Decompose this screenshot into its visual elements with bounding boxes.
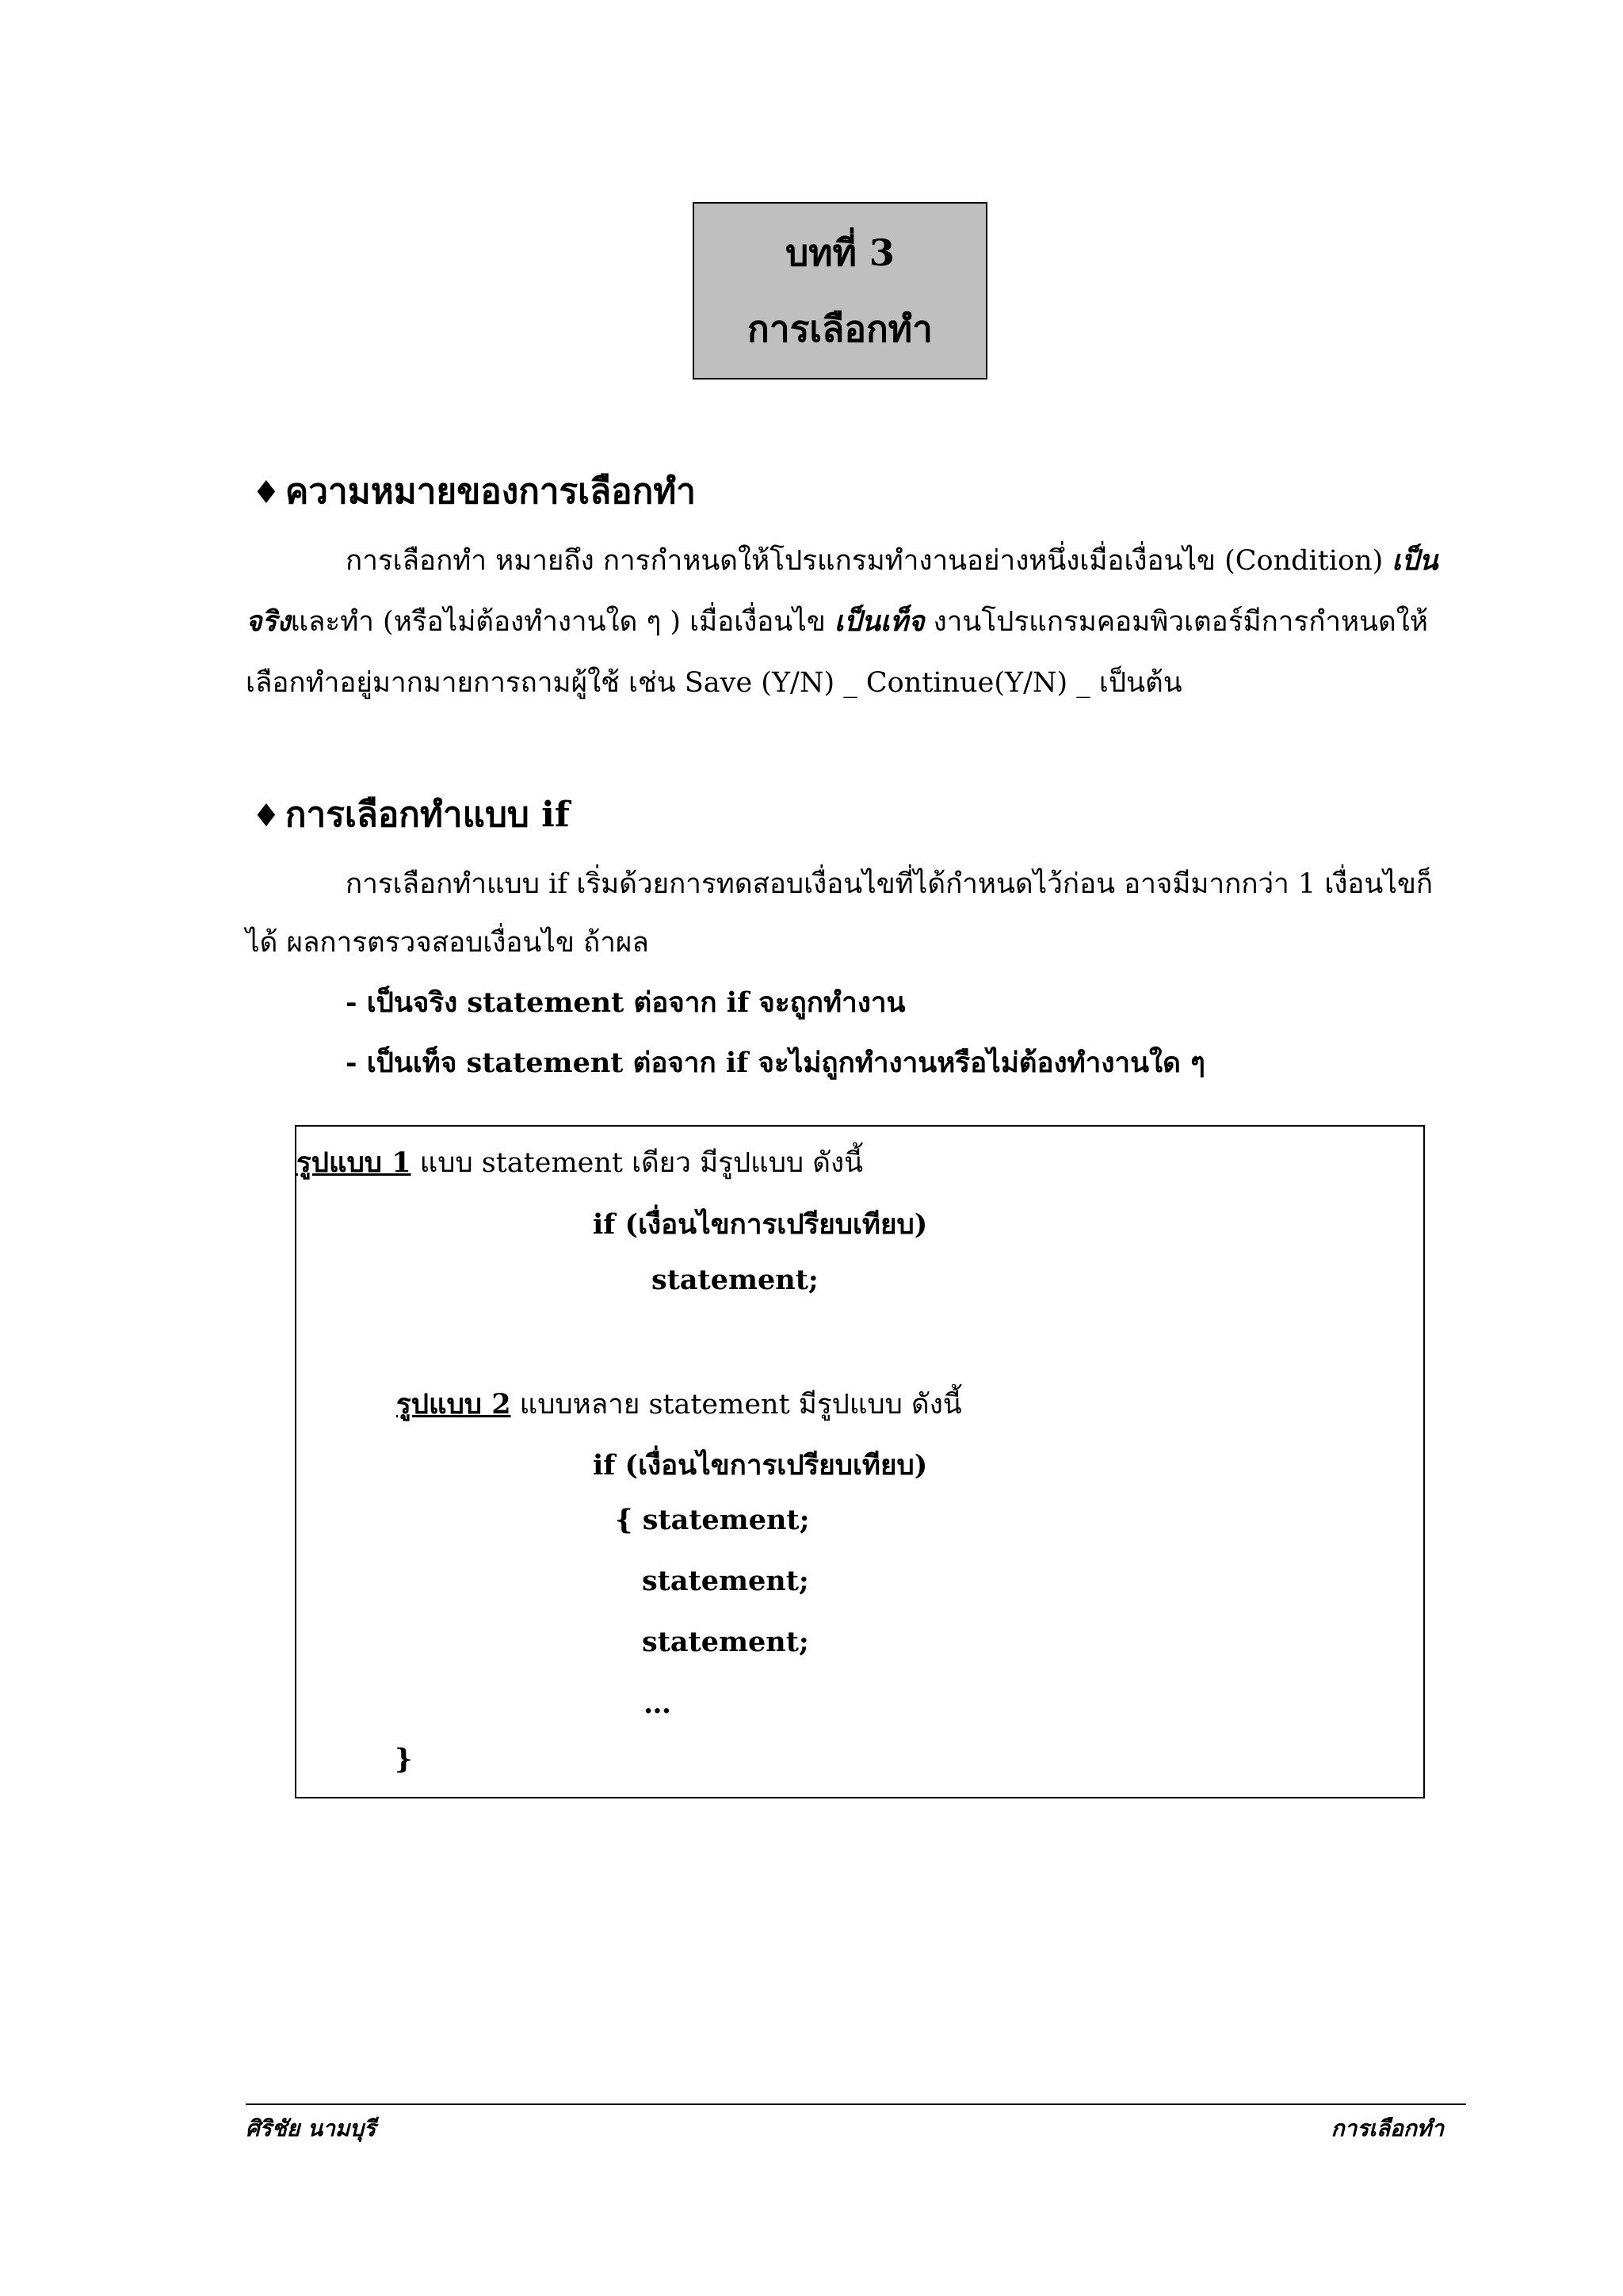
diamond-bullet-icon: ♦ (252, 474, 281, 511)
condition-item-false: - เป็นเท็จ statement ต่อจาก if จะไม่ถูกทำงานหรือไม่ต้องทำงานใด ๆ (346, 1047, 1205, 1079)
emphasis-false: เป็นเท็จ (834, 605, 925, 638)
form1-if: if (เงื่อนไขการเปรียบเทียบ) (593, 1208, 928, 1241)
form2-close-brace: } (395, 1743, 413, 1775)
paragraph-line: เลือกทำอยู่มากมายการถามผู้ใช้ เช่น Save (Y/N) _ Continue(Y/N) _ เป็นต้น (246, 667, 1182, 699)
chapter-title-box (693, 202, 987, 379)
form2-statement: statement; (642, 1626, 809, 1658)
footer-divider (246, 2103, 1466, 2105)
paragraph-line (346, 539, 1438, 582)
paragraph-line: การเลือกทำแบบ if เริ่มด้วยการทดสอบเงื่อนไขที่ได้กำหนดไว้ก่อน อาจมีมากกว่า 1 เงื่อนไขก็ (346, 868, 1434, 900)
section-heading-text: ความหมายของการเลือกทำ (285, 471, 696, 512)
form2-line (396, 1383, 962, 1426)
form2-desc: แบบหลาย statement มีรูปแบบ ดังนี้ (510, 1389, 962, 1421)
emphasis-true: จริง (246, 605, 291, 638)
text-span: งานโปรแกรมคอมพิวเตอร์มีการกำหนดให้ (924, 606, 1428, 638)
text-span: การเลือกทำ หมายถึง การกำหนดให้โปรแกรมทำงานอย่างหนึ่งเมื่อเงื่อนไข (Condition) (346, 545, 1392, 577)
emphasis-true: เป็น (1392, 544, 1438, 577)
paragraph-line (246, 600, 1428, 643)
chapter-topic: การเลือกทำ (747, 307, 933, 350)
section-heading-meaning (252, 463, 696, 519)
form1-line (296, 1141, 863, 1184)
text-span: และทำ (หรือไม่ต้องทำงานใด ๆ ) เมื่อเงื่อนไข (290, 606, 834, 638)
form2-if: if (เงื่อนไขการเปรียบเทียบ) (593, 1449, 928, 1482)
footer-author: ศิริชัย นามบุรี (246, 2115, 376, 2142)
footer-topic: การเลือกทำ (1331, 2115, 1444, 2142)
diamond-bullet-icon: ♦ (252, 797, 281, 834)
form1-statement: statement; (651, 1264, 819, 1296)
condition-item-true: - เป็นจริง statement ต่อจาก if จะถูกทำงาน (346, 986, 906, 1019)
form2-label: รูปแบบ 2 (396, 1388, 511, 1421)
section-heading-if (252, 787, 570, 842)
form2-open-statement: { statement; (615, 1504, 810, 1536)
chapter-number: บทที่ 3 (785, 231, 895, 274)
form2-ellipsis: … (643, 1688, 671, 1720)
section-heading-text: การเลือกทำแบบ if (285, 795, 570, 835)
form1-label: รูปแบบ 1 (296, 1146, 411, 1179)
paragraph-line: ได้ ผลการตรวจสอบเงื่อนไข ถ้าผล (246, 927, 649, 959)
form1-desc: แบบ statement เดียว มีรูปแบบ ดังนี้ (411, 1147, 864, 1179)
form2-statement: statement; (642, 1565, 809, 1597)
